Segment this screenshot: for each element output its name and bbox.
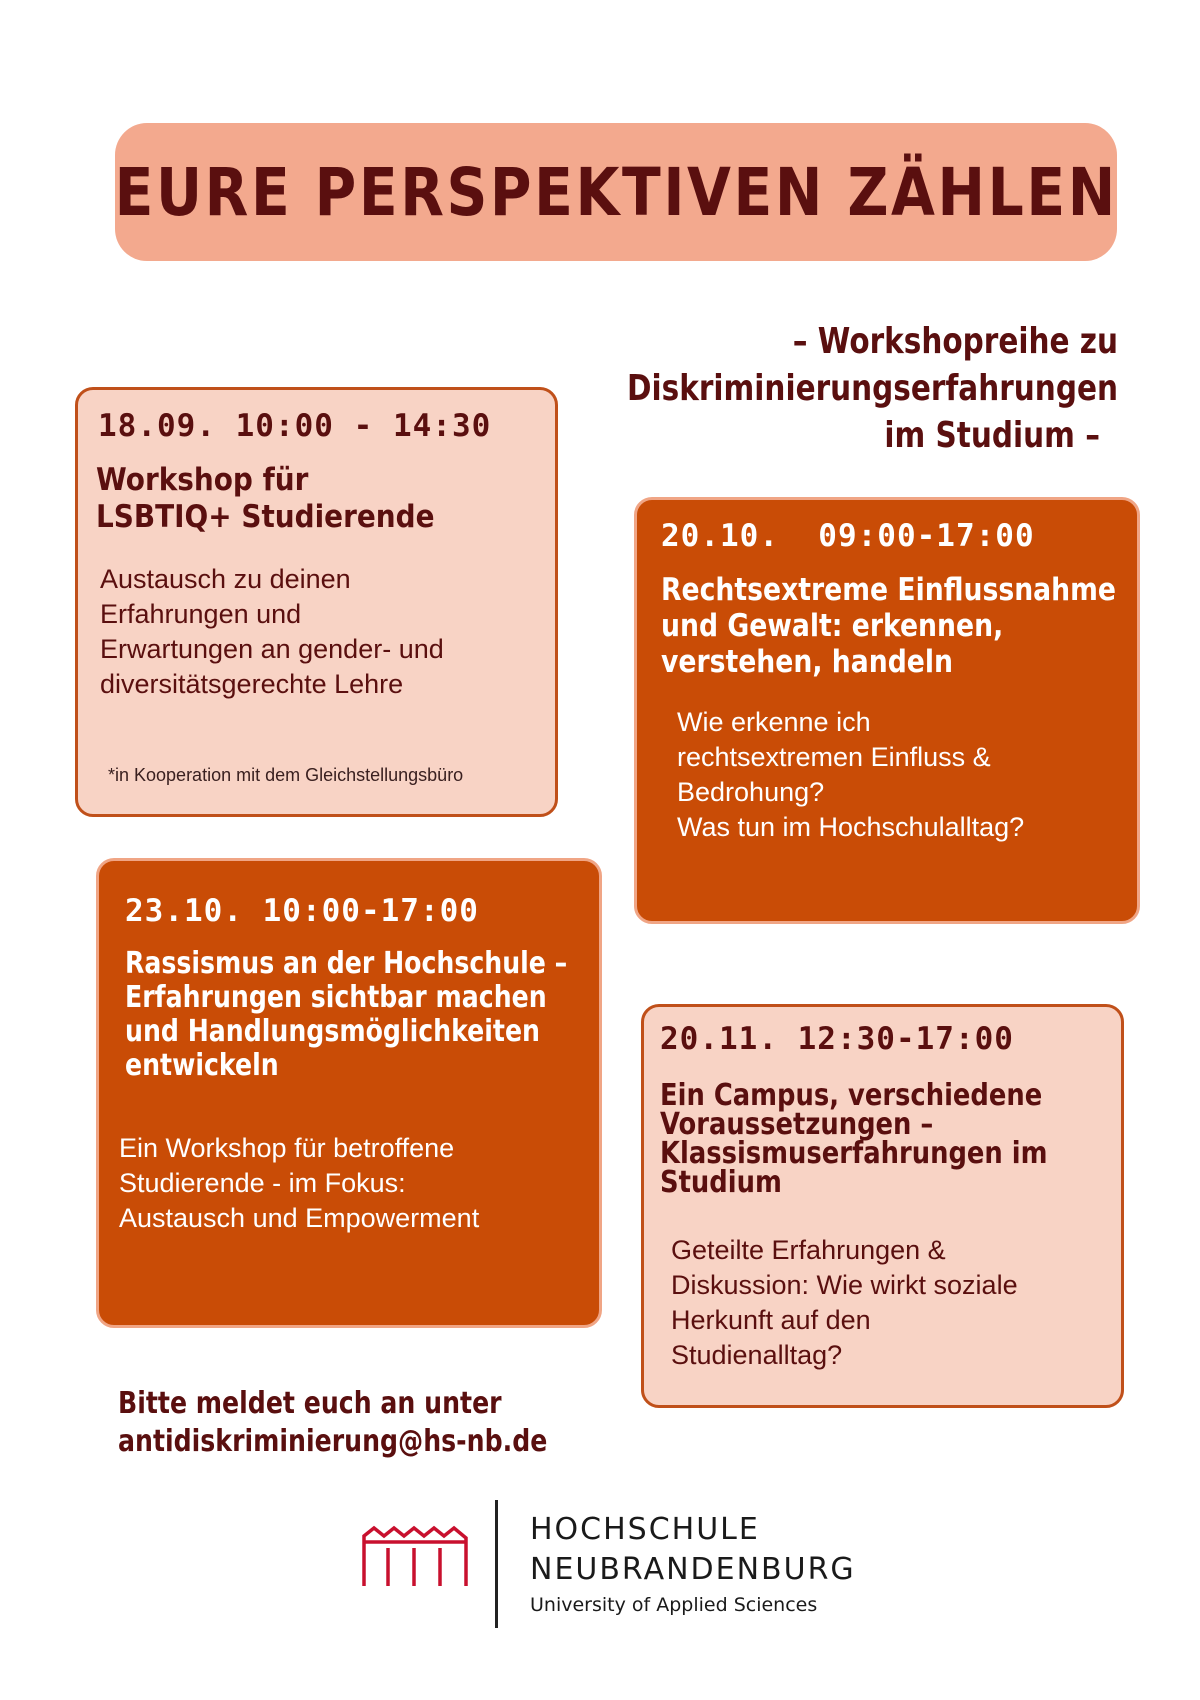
workshop-description-line: Studierende - im Fokus: [119,1168,406,1198]
workshop-description-line: diversitätsgerechte Lehre [100,669,404,699]
subtitle-line-3: im Studium – [884,415,1100,456]
workshop-date: 20.10. 09:00-17:00 [661,518,1035,554]
workshop-title-line: Workshop für [96,462,309,498]
workshop-title [661,572,1116,680]
logo-divider [495,1500,498,1628]
university-logo-mark-icon [360,1522,470,1588]
registration-email-link[interactable]: antidiskriminierung@hs-nb.de [118,1424,548,1459]
title-banner [115,123,1117,261]
workshop-title-line: Rassismus an der Hochschule – [125,946,568,981]
workshop-title-line: Voraussetzungen – [660,1107,934,1142]
workshop-description-line: Geteilte Erfahrungen & [671,1235,946,1265]
workshop-description-line: Was tun im Hochschulalltag? [677,812,1025,842]
subtitle [498,318,1118,459]
university-name-line: NEUBRANDENBURG [530,1552,856,1587]
workshop-description-line: Erwartungen an gender- und [100,634,444,664]
subtitle-line-2: Diskriminierungserfahrungen [627,368,1118,409]
workshop-description-line: Bedrohung? [677,777,825,807]
workshop-date: 18.09. 10:00 - 14:30 [98,408,492,444]
workshop-card-rechtsextremismus [634,497,1140,924]
workshop-title-line: Erfahrungen sichtbar machen [125,980,547,1015]
workshop-description-line: Studienalltag? [671,1340,843,1370]
workshop-title-line: entwickeln [125,1048,279,1083]
workshop-description-line: Wie erkenne ich [677,707,871,737]
university-name-line: HOCHSCHULE [530,1512,760,1547]
workshop-title-line: LSBTIQ+ Studierende [96,499,435,535]
workshop-title [660,1078,1048,1200]
workshop-title [96,462,435,536]
workshop-title-line: und Handlungsmöglichkeiten [125,1014,540,1049]
workshop-description [677,705,1024,845]
university-logo [360,1500,860,1630]
workshop-description-line: Austausch und Empowerment [119,1203,480,1233]
workshop-description [100,562,444,702]
university-tagline: University of Applied Sciences [530,1594,818,1616]
registration-info [118,1385,629,1461]
workshop-title-line: Rechtsextreme Einflussnahme [661,572,1117,608]
workshop-card-rassismus [96,858,602,1328]
workshop-card-lsbtiq [75,387,558,817]
workshop-title-line: und Gewalt: erkennen, [661,608,1004,644]
registration-text: Bitte meldet euch an unter [118,1386,502,1421]
workshop-date: 23.10. 10:00-17:00 [125,893,479,929]
workshop-description-line: Herkunft auf den [671,1305,871,1335]
page-title: EURE PERSPEKTIVEN ZÄHLEN [114,153,1118,231]
workshop-card-klassismus [641,1004,1124,1408]
workshop-description-line: rechtsextremen Einfluss & [677,742,991,772]
workshop-description-line: Ein Workshop für betroffene [119,1133,455,1163]
workshop-title-line: verstehen, handeln [661,644,953,680]
subtitle-line-1: – Workshopreihe zu [792,321,1118,362]
workshop-description-line: Diskussion: Wie wirkt soziale [671,1270,1018,1300]
workshop-description-line: Austausch zu deinen [100,564,351,594]
workshop-description [671,1233,1018,1373]
workshop-title [125,947,567,1083]
workshop-title-line: Ein Campus, verschiedene [660,1078,1043,1113]
workshop-description-line: Erfahrungen und [100,599,302,629]
university-name [530,1510,856,1590]
workshop-description [119,1131,479,1236]
workshop-date: 20.11. 12:30-17:00 [660,1021,1014,1057]
workshop-title-line: Klassismuserfahrungen im [660,1136,1048,1171]
cooperation-note: *in Kooperation mit dem Gleichstellungsbüro [108,765,464,785]
workshop-title-line: Studium [660,1165,782,1200]
